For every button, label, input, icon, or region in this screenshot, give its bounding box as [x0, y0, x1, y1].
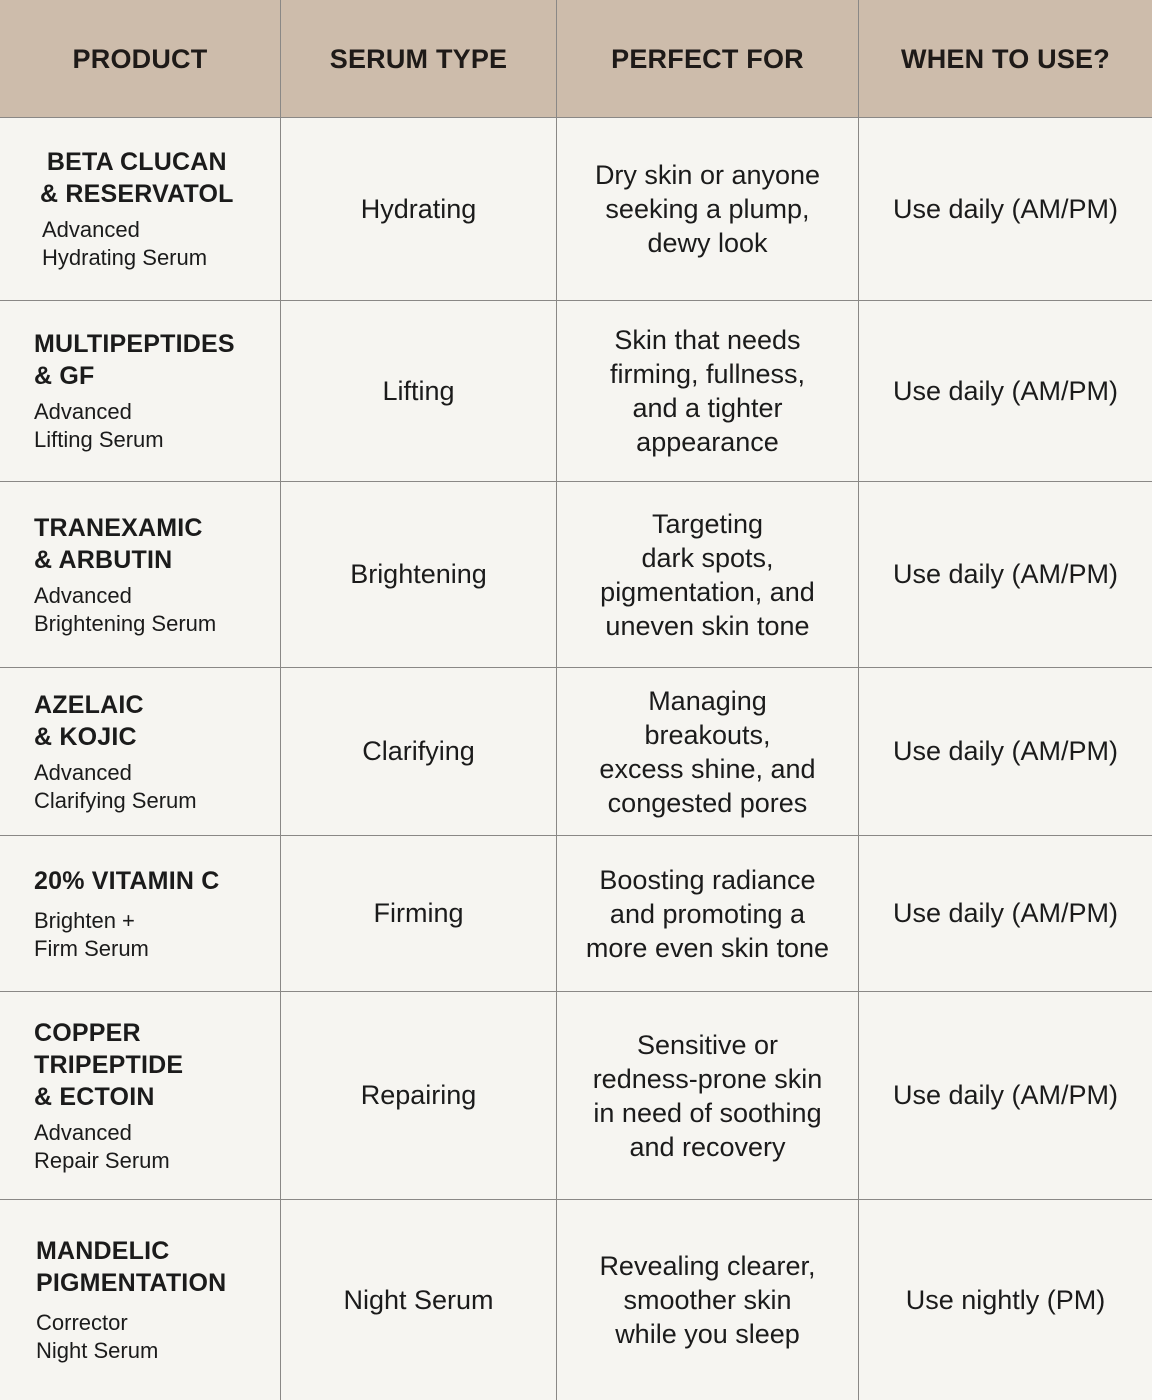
product-name: BETA CLUCAN & RESERVATOL [40, 148, 234, 208]
when-to-use-cell: Use daily (AM/PM) [892, 898, 1119, 928]
product-cell [0, 118, 281, 300]
when-to-use-cell: Use nightly (PM) [905, 1284, 1106, 1315]
serum-type-cell: Repairing [281, 992, 557, 1199]
serum-type-cell: Hydrating [281, 118, 557, 300]
product-subtitle: Advanced Brightening Serum [34, 582, 217, 636]
product-name: TRANEXAMIC & ARBUTIN [34, 513, 203, 574]
product-subtitle: Advanced Lifting Serum [34, 399, 164, 452]
table-header-row [0, 0, 1152, 118]
perfect-for-text: Managing breakouts, excess shine, and congested pores [599, 685, 816, 818]
product-name: COPPER TRIPEPTIDE & ECTOIN [34, 1018, 184, 1111]
product-cell [0, 836, 281, 991]
product-subtitle: Corrector Night Serum [36, 1310, 159, 1363]
table-row [0, 118, 1152, 301]
perfect-for-text: Sensitive or redness-prone skin in need of soothing and recovery [592, 1029, 823, 1162]
product-cell [0, 301, 281, 481]
perfect-for-text: Dry skin or anyone seeking a plump, dewy look [594, 160, 821, 258]
product-cell [0, 482, 281, 667]
serum-type-cell: Lifting [281, 301, 557, 481]
when-to-use-cell: Use daily (AM/PM) [892, 1080, 1119, 1110]
perfect-for-cell [557, 992, 859, 1199]
header-serum-type: SERUM TYPE [281, 0, 557, 117]
serum-type-cell: Brightening [281, 482, 557, 667]
perfect-for-cell [557, 482, 859, 667]
header-when-to-use: WHEN TO USE? [901, 44, 1110, 74]
product-cell [0, 992, 281, 1199]
serum-type-cell: Clarifying [281, 668, 557, 835]
product-subtitle: Advanced Repair Serum [34, 1119, 170, 1173]
perfect-for-cell [557, 118, 859, 300]
product-cell [0, 668, 281, 835]
product-cell [0, 1200, 281, 1400]
perfect-for-cell [557, 836, 859, 991]
product-name: MANDELIC PIGMENTATION [36, 1237, 227, 1297]
serum-type-cell: Firming [281, 836, 557, 991]
when-to-use-cell: Use daily (AM/PM) [892, 736, 1119, 766]
perfect-for-cell [557, 301, 859, 481]
perfect-for-cell [557, 1200, 859, 1400]
perfect-for-text: Revealing clearer, smoother skin while you sleep [599, 1251, 816, 1349]
perfect-for-text: Skin that needs firming, fullness, and a tighter appearance [609, 325, 806, 457]
product-subtitle: Advanced Hydrating Serum [42, 217, 208, 270]
perfect-for-text: Boosting radiance and promoting a more even skin tone [585, 864, 830, 963]
product-subtitle: Advanced Clarifying Serum [34, 759, 197, 813]
header-product: PRODUCT [0, 0, 281, 117]
product-subtitle: Brighten + Firm Serum [34, 907, 149, 961]
table-row [0, 1200, 1152, 1400]
when-to-use-cell: Use daily (AM/PM) [892, 193, 1119, 224]
when-to-use-cell: Use daily (AM/PM) [892, 559, 1119, 589]
table-row [0, 668, 1152, 836]
product-name: AZELAIC & KOJIC [34, 690, 144, 751]
header-perfect-for: PERFECT FOR [557, 0, 859, 117]
table-row [0, 301, 1152, 482]
when-to-use-cell: Use daily (AM/PM) [892, 375, 1119, 406]
product-name: MULTIPEPTIDES & GF [34, 330, 235, 390]
perfect-for-text: Targeting dark spots, pigmentation, and uneven skin tone [600, 508, 815, 641]
table-row [0, 992, 1152, 1200]
perfect-for-cell [557, 668, 859, 835]
table-row [0, 482, 1152, 668]
product-name: 20% VITAMIN C [34, 866, 220, 895]
table-row [0, 836, 1152, 992]
serum-type-cell: Night Serum [281, 1200, 557, 1400]
